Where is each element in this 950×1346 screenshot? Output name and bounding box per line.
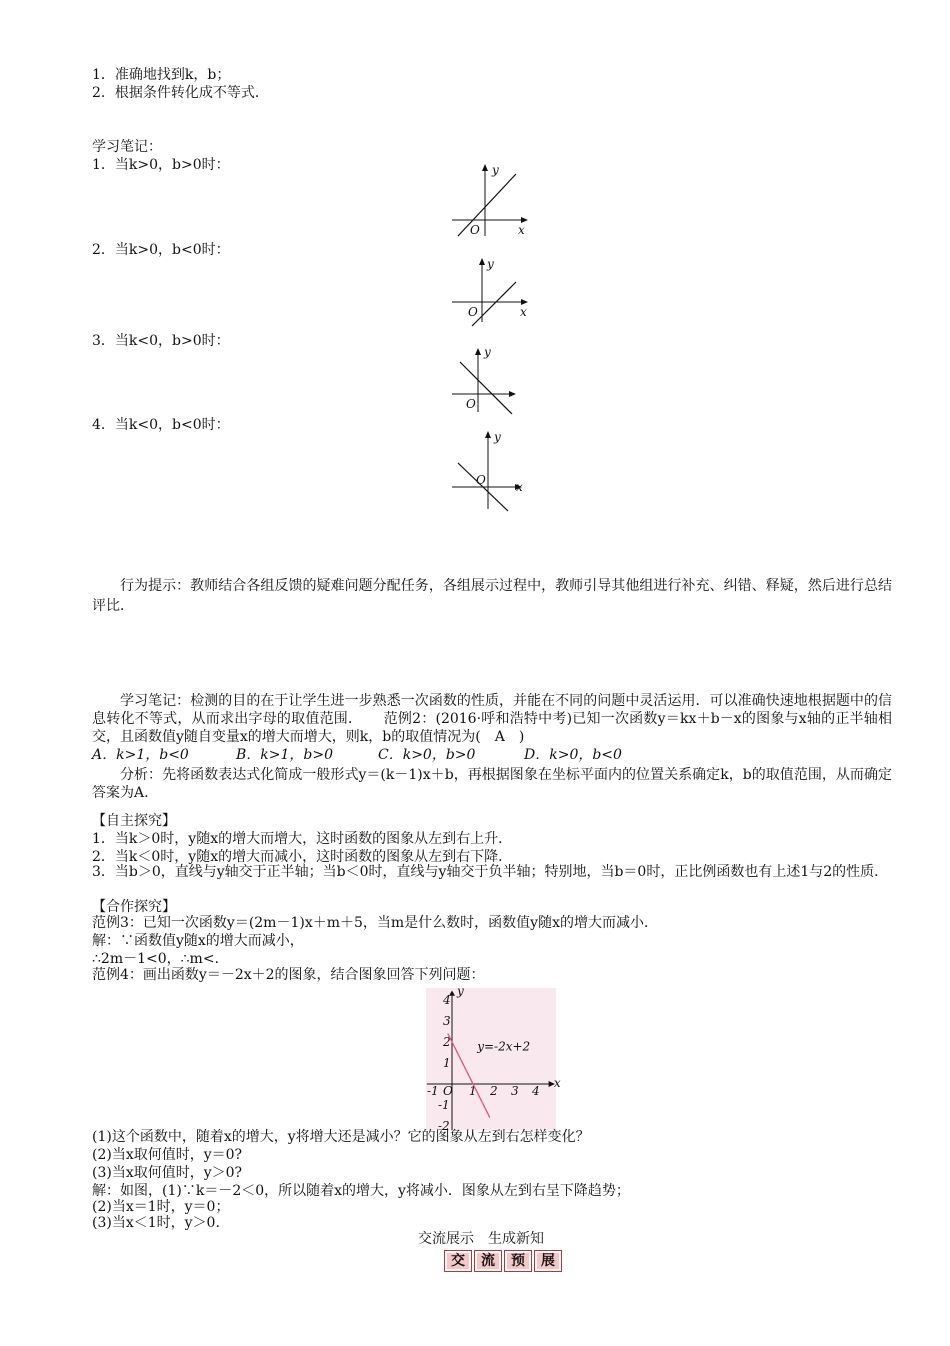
- x-tick-label: 2: [490, 1084, 498, 1098]
- x-label: x: [520, 305, 527, 319]
- origin-label: O: [470, 223, 480, 237]
- question-3: (3)当x取何值时，y＞0?: [92, 1165, 243, 1181]
- x-axis-arrow: [509, 391, 516, 397]
- x-axis-label: x: [553, 1076, 561, 1090]
- example3-solution-1: 解：∵函数值y随x的增大而减小，: [92, 933, 304, 949]
- y-tick-label: -1: [438, 1098, 450, 1112]
- banner-char: 流: [474, 1250, 502, 1272]
- y-label: y: [484, 345, 491, 359]
- x-label: x: [516, 480, 523, 494]
- example4-chart: [426, 983, 561, 1133]
- case-label-1: 1．当k>0，b>0时：: [92, 157, 230, 173]
- option-d: D．k>0，b<0: [524, 747, 622, 763]
- y-axis-arrow: [482, 164, 488, 171]
- self-item-3: 3．当b＞0，直线与y轴交于正半轴；当b＜0时，直线与y轴交于负半轴；特别地，当b＝0时，正比例函数也有上述1与2的性质．: [92, 864, 889, 880]
- example4-line: 范例4：画出函数y＝－2x＋2的图象，结合图象回答下列问题：: [92, 967, 485, 983]
- notes2-paragraph: 学习笔记：检测的目的在于让学生进一步熟悉一次函数的性质，并能在不同的问题中灵活运用．可以准确快速地根据题中的信息转化不等式，从而求出字母的取值范围． 范例2：(2016·呼和浩特中考)已知一次函数y＝kx＋b－x的图象与x轴的正半轴相交，且函数值y随自变量x的增大而增大，则k，b的取值情况为( A ): [92, 693, 892, 745]
- self-explore-title: 【自主探究】: [92, 813, 176, 829]
- origin-label: O: [468, 305, 478, 319]
- case-label-4: 4．当k<0，b<0时：: [92, 417, 230, 433]
- footer-title: 交流展示 生成新知: [418, 1231, 544, 1247]
- self-item-1: 1．当k＞0时，y随x的增大而增大，这时函数的图象从左到右上升．: [92, 831, 513, 847]
- y-axis-arrow: [479, 258, 485, 265]
- coop-title: 【合作探究】: [92, 899, 176, 915]
- option-a: A．k>1，b<0: [92, 747, 189, 763]
- y-tick-label: 3: [443, 1014, 451, 1028]
- x-tick-label: 1: [469, 1084, 477, 1098]
- answer-3: (3)当x＜1时，y＞0.: [92, 1215, 220, 1231]
- example3-solution-2: ∴2m－1<0，∴m<.: [92, 951, 219, 967]
- series-label: y=-2x+2: [477, 1039, 531, 1054]
- graph-line: [458, 174, 516, 236]
- top-note-1: 1．准确地找到k，b；: [92, 67, 231, 83]
- analysis-paragraph: 分析：先将函数表达式化简成一般形式y＝(k－1)x＋b，再根据图象在坐标平面内的位置关系确定k，b的取值范围，从而确定答案为A.: [92, 767, 892, 801]
- example3-line: 范例3：已知一次函数y＝(2m－1)x＋m＋5，当m是什么数时，函数值y随x的增大而减小．: [92, 915, 658, 931]
- case-figure-4: [448, 425, 538, 515]
- option-b: B．k>1，b>0: [236, 747, 334, 763]
- y-axis-arrow: [475, 348, 481, 355]
- case-label-2: 2．当k>0，b<0时：: [92, 242, 230, 258]
- x-tick-label: 3: [511, 1084, 519, 1098]
- y-tick-label: 2: [443, 1035, 451, 1049]
- case-label-3: 3．当k<0，b>0时：: [92, 333, 230, 349]
- graph-line: [472, 282, 516, 326]
- answer-1: 解：如图，(1)∵k＝－2＜0，所以随着x的增大，y将减小．图象从左到右呈下降趋势；: [92, 1183, 630, 1199]
- banner-char: 交: [444, 1250, 472, 1272]
- origin-label: O: [466, 397, 476, 411]
- option-c: C．k>0，b>0: [378, 747, 476, 763]
- y-tick-label: -2: [438, 1119, 450, 1133]
- question-1: (1)这个函数中，随着x的增大，y将增大还是减小？它的图象从左到右怎样变化？: [92, 1129, 590, 1145]
- y-tick-label: 1: [443, 1056, 451, 1070]
- question-2: (2)当x取何值时，y＝0?: [92, 1147, 243, 1163]
- case-figure-2: [448, 250, 538, 330]
- x-label: x: [518, 223, 525, 237]
- banner-char: 预: [504, 1250, 532, 1272]
- y-axis-label: y: [457, 983, 464, 998]
- origin-label: O: [476, 473, 486, 487]
- notes-title: 学习笔记：: [92, 139, 162, 155]
- y-label: y: [494, 430, 501, 444]
- y-tick-label: 4: [443, 993, 451, 1007]
- case-figure-1: [448, 160, 538, 240]
- answer-2: (2)当x＝1时，y＝0；: [92, 1199, 230, 1215]
- y-label: y: [487, 257, 494, 271]
- y-axis-arrow: [485, 431, 491, 438]
- section-banner: [444, 1250, 562, 1272]
- case-figure-3: [448, 342, 538, 417]
- top-note-2: 2．根据条件转化成不等式．: [92, 85, 269, 101]
- banner-char: 展: [534, 1250, 562, 1272]
- x-tick-label: 4: [532, 1084, 540, 1098]
- y-label: y: [492, 163, 499, 177]
- x-tick-label: -1: [427, 1084, 439, 1098]
- x-tick-label: O: [443, 1084, 453, 1098]
- self-item-2: 2．当k＜0时，y随x的增大而减小，这时函数的图象从左到右下降．: [92, 849, 513, 865]
- chart-svg: [426, 983, 561, 1133]
- tip-paragraph: 行为提示：教师结合各组反馈的疑难问题分配任务，各组展示过程中，教师引导其他组进行补充、纠错、释疑，然后进行总结评比．: [92, 578, 892, 614]
